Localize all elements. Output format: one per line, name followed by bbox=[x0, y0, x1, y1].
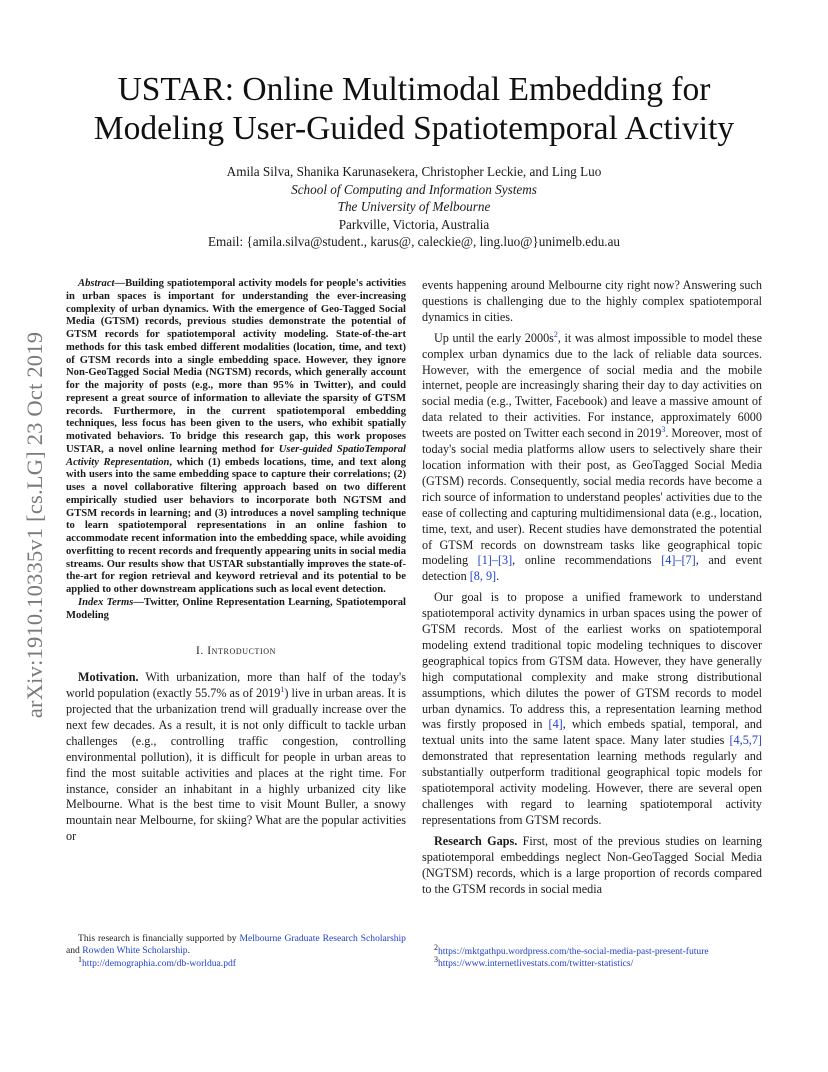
p2-text-e: , and event detection bbox=[422, 553, 762, 584]
right-paragraph-1: events happening around Melbourne city right now? Answering such questions is challenging due to the highly complex spatiotemporal dynamics in cities. bbox=[422, 278, 762, 324]
section-heading-introduction: I. Introduction bbox=[195, 645, 277, 658]
index-terms bbox=[66, 597, 406, 623]
title-line-2: Modeling User-Guided Spatiotemporal Activity bbox=[93, 110, 735, 147]
abstract-italic-term: User-guided SpatioTemporal Activity Representation bbox=[66, 443, 406, 468]
right-paragraph-research-gaps bbox=[422, 834, 762, 898]
citation-4-5-7[interactable]: [4,5,7] bbox=[729, 733, 762, 748]
footnote-3 bbox=[422, 955, 762, 970]
p4-text: First, most of the previous studies on learning spatiotemporal embeddings neglect Non-GeoTagged Social Media (NGTSM) records, which is a large proportion of records compared to the GTSM records in social media bbox=[422, 833, 762, 896]
p2-text-b: , it was almost impossible to model these complex urban dynamics due to the lack of reliable data sources. However, with the emergence of social media and the mobile internet, people are increasingly sharing their day to day activities on social media (e.g., Twitter, Facebook) and leave a massive amount of data related to their activities. For instance, approximately 6000 tweets are posted on Twitter each second in 2019 bbox=[422, 330, 762, 441]
footnotes-left bbox=[66, 933, 406, 970]
funding-text-c: . bbox=[187, 945, 191, 957]
right-column bbox=[422, 278, 762, 897]
research-gaps-label: Research Gaps. bbox=[434, 833, 518, 848]
funding-note bbox=[66, 933, 406, 958]
right-paragraph-3 bbox=[422, 590, 762, 829]
footnote-2-marker[interactable]: 2 bbox=[553, 329, 558, 339]
footnote-3-link[interactable]: https://www.internetlivestats.com/twitter-statistics/ bbox=[438, 958, 634, 970]
author-location: Parkville, Victoria, Australia bbox=[338, 216, 490, 232]
author-university: The University of Melbourne bbox=[337, 199, 491, 215]
author-email: Email: {amila.silva@student., karus@, caleckie@, ling.luo@}unimelb.edu.au bbox=[207, 234, 621, 250]
arxiv-id-text: arXiv:1910.10335v1 [cs.LG] 23 Oct 2019 bbox=[22, 331, 48, 719]
footnote-1 bbox=[66, 954, 406, 970]
footnote-3-number: 3 bbox=[434, 955, 438, 965]
author-school: School of Computing and Information Systems bbox=[291, 181, 537, 197]
title-line-1: USTAR: Online Multimodal Embedding for bbox=[117, 71, 711, 108]
footnote-1-marker[interactable]: 1 bbox=[280, 685, 285, 694]
abstract-label: Abstract bbox=[78, 278, 115, 289]
citation-1-3[interactable]: [1]–[3] bbox=[477, 553, 513, 568]
p2-text-a: Up until the early 2000s bbox=[434, 330, 554, 345]
citation-8-9[interactable]: [8, 9] bbox=[469, 569, 497, 584]
p3-text-a: Our goal is to propose a unified framework to understand spatiotemporal activity dynamics in urban spaces using the power of GTSM records. Most of the earliest works on spatiotemporal modeling extend traditional topic modeling techniques to discover geographical topics from GTSM data. However, they have generally high computational complexity and make strong distributional assumptions, which dilutes the power of GTSM records to model urban dynamics. To address this, a representation learning method was firstly proposed in bbox=[422, 590, 762, 732]
index-terms-text: —Twitter, Online Representation Learning, Spatiotemporal Modeling bbox=[66, 596, 406, 621]
author-block bbox=[60, 163, 768, 251]
p2-text-f: . bbox=[496, 569, 500, 584]
p2-text-d: , online recommendations bbox=[512, 553, 662, 568]
footnote-1-number: 1 bbox=[78, 954, 82, 964]
motivation-label: Motivation. bbox=[78, 670, 139, 685]
footnotes-right bbox=[422, 942, 762, 971]
left-column bbox=[66, 278, 406, 845]
citation-4[interactable]: [4] bbox=[548, 717, 563, 732]
abstract-text-1: —Building spatiotemporal activity models for people's activities in urban spaces is important for understanding the ever-increasing complexity of urban dynamics. With the emergence of Geo-Tagged Social Media (GTSM) records, previous studies demonstrate the potential of GTSM records for spatiotemporal activity modeling. State-of-the-art methods for this task embed different modalities (location, time, and text) of GTSM records into a single embedding space. However, they ignore Non-GeoTagged Social Media (NGTSM) records, which generally account for the majority of posts (e.g., more than 95% in Twitter), and could represent a great source of information to alleviate the sparsity of GTSM records. Furthermore, in the current spatiotemporal embedding techniques, less focus has been given to the users, who exhibit spatially motivated behaviors. To bridge this research gap, this work proposes USTAR, a novel online learning method for bbox=[66, 278, 406, 455]
intro-text-1a: With urbanization, more than half of the today's world population (exactly 55.7% as of 2019 bbox=[66, 670, 406, 701]
funding-link-melbourne-scholarship[interactable]: Melbourne Graduate Research Scholarship bbox=[239, 933, 406, 944]
p2-text-c: . Moreover, most of today's social media platforms allow users to selectively share their location information with their post, as GeoTagged Social Media (GTSM) records. Consequently, social media records have become a rich source of information to understand peoples' activities due to the ease of collecting and capturing multidimensional data (e.g., location, time, text, and user). Recent studies have demonstrated the potential of GTSM records on downstream tasks like geographical topic modeling bbox=[422, 426, 763, 568]
p3-text-b: , which embeds spatial, temporal, and textual units into the same latent space. Many later studies bbox=[422, 717, 762, 748]
p3-text-c: demonstrated that representation learning methods regularly and substantially outperform traditional geographical topic models for spatiotemporal activity modeling. However, there are several open challenges with regard to learning spatiotemporal activity representations from GTSM records. bbox=[422, 749, 762, 827]
footnote-1-link[interactable]: http://demographia.com/db-worldua.pdf bbox=[82, 957, 236, 969]
abstract bbox=[66, 278, 406, 597]
abstract-text-2: , which (1) embeds locations, time, and text along with users into the same embedding space to capture their correlations; (2) uses a novel collaborative filtering approach based on two different empirically studied user behaviors to incorporate both NGTSM and GTSM records in learning; and (3) introduces a novel sampling technique to learn spatiotemporal representations in an online fashion to accommodate recent information into the embedding space, while avoiding overfitting to recent records and frequently appearing units in social media streams. Our results show that USTAR substantially improves the state-of-the-art for region retrieval and keyword retrieval and its potential to be applied to other downstream applications such as local event detection. bbox=[66, 456, 406, 595]
footnote-3-marker[interactable]: 3 bbox=[661, 425, 666, 435]
right-paragraph-2 bbox=[422, 331, 762, 586]
paper-title bbox=[60, 70, 768, 148]
footnote-2 bbox=[422, 942, 762, 958]
funding-link-rowden-white[interactable]: Rowden White Scholarship bbox=[82, 945, 188, 957]
footnote-2-number: 2 bbox=[434, 942, 438, 952]
index-terms-label: Index Terms bbox=[78, 596, 134, 608]
footnote-2-link[interactable]: https://mktgathpu.wordpress.com/the-social-media-past-present-future bbox=[438, 946, 709, 957]
funding-text-b: and bbox=[66, 945, 83, 957]
intro-text-1b: ) live in urban areas. It is projected that the urbanization trend will gradually increase over the next few decades. As a result, it is not only difficult to tackle urban challenges (e.g., controlling traffic congestion, controlling environmental pollution), it is difficult for people in urban areas to find the most suitable activities and places at the right time. For instance, consider an inhabitant in a highly urbanized city like Melbourne. What is the best time to visit Mount Buller, a snowy mountain near Melbourne, for skiing? What are the popular activities or bbox=[66, 686, 406, 844]
funding-text-a: This research is financially supported by bbox=[78, 933, 240, 944]
arxiv-identifier-stamp bbox=[18, 290, 52, 760]
intro-paragraph-motivation bbox=[66, 670, 406, 845]
citation-4-7[interactable]: [4]–[7] bbox=[661, 553, 696, 568]
author-names: Amila Silva, Shanika Karunasekera, Christopher Leckie, and Ling Luo bbox=[226, 164, 602, 179]
